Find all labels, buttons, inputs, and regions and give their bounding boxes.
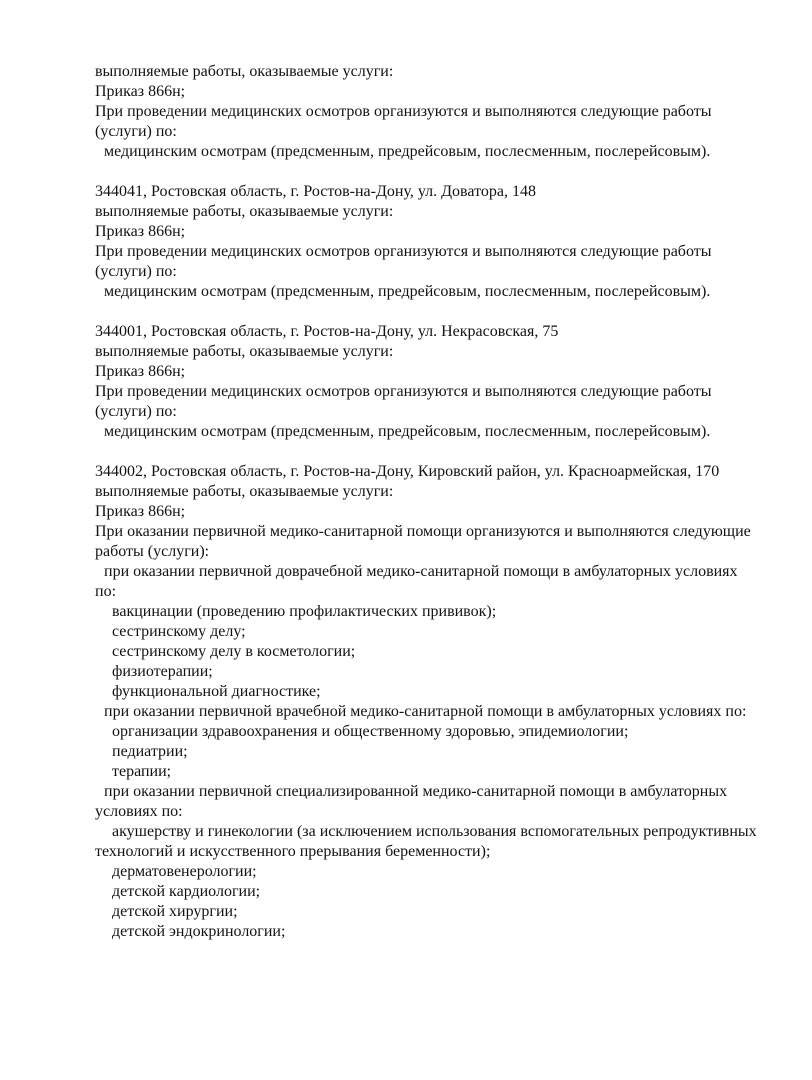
text-line: условиях по:: [95, 803, 183, 820]
text-line: При проведении медицинских осмотров организуются и выполняются следующие работы: [95, 383, 712, 400]
text-line: медицинским осмотрам (предсменным, предрейсовым, послесменным, послерейсовым).: [104, 143, 711, 160]
text-line: педиатрии;: [112, 743, 188, 760]
text-line: сестринскому делу;: [112, 623, 246, 640]
license-block: [95, 182, 767, 302]
text-line: При оказании первичной медико-санитарной помощи организуются и выполняются следующие: [95, 523, 751, 540]
text-line: (услуги) по:: [95, 403, 177, 420]
text-line: выполняемые работы, оказываемые услуги:: [95, 483, 394, 500]
text-line: детской эндокринологии;: [112, 923, 286, 940]
license-block: [95, 62, 767, 162]
text-line: Приказ 866н;: [95, 223, 186, 240]
text-line: Приказ 866н;: [95, 503, 186, 520]
text-line: Приказ 866н;: [95, 83, 186, 100]
license-block: [95, 462, 767, 942]
text-line: выполняемые работы, оказываемые услуги:: [95, 203, 394, 220]
text-line: (услуги) по:: [95, 123, 177, 140]
text-line: При проведении медицинских осмотров организуются и выполняются следующие работы: [95, 243, 712, 260]
text-line: организации здравоохранения и общественному здоровью, эпидемиологии;: [112, 723, 629, 740]
address-line: 344041, Ростовская область, г. Ростов-на-Дону, ул. Доватора, 148: [95, 183, 536, 200]
text-line: физиотерапии;: [112, 663, 213, 680]
text-line: (услуги) по:: [95, 263, 177, 280]
text-line: выполняемые работы, оказываемые услуги:: [95, 63, 394, 80]
text-line: Приказ 866н;: [95, 363, 186, 380]
text-line: вакцинации (проведению профилактических прививок);: [112, 603, 497, 620]
text-line: При проведении медицинских осмотров организуются и выполняются следующие работы: [95, 103, 712, 120]
address-line: 344002, Ростовская область, г. Ростов-на-Дону, Кировский район, ул. Красноармейская, 170: [95, 463, 720, 480]
text-line: медицинским осмотрам (предсменным, предрейсовым, послесменным, послерейсовым).: [104, 423, 711, 440]
text-line: детской хирургии;: [112, 903, 238, 920]
text-line: медицинским осмотрам (предсменным, предрейсовым, послесменным, послерейсовым).: [104, 283, 711, 300]
text-line: акушерству и гинекологии (за исключением использования вспомогательных репродуктивных: [112, 823, 757, 840]
text-line: функциональной диагностике;: [112, 683, 321, 700]
text-line: при оказании первичной специализированной медико-санитарной помощи в амбулаторных: [104, 783, 728, 800]
text-line: детской кардиологии;: [112, 883, 261, 900]
text-line: выполняемые работы, оказываемые услуги:: [95, 343, 394, 360]
text-line: работы (услуги):: [95, 543, 210, 560]
text-line: терапии;: [112, 763, 172, 780]
text-line: при оказании первичной врачебной медико-санитарной помощи в амбулаторных условиях по:: [104, 703, 747, 720]
text-line: по:: [95, 583, 117, 600]
text-line: при оказании первичной доврачебной медико-санитарной помощи в амбулаторных условиях: [104, 563, 738, 580]
text-line: технологий и искусственного прерывания беременности);: [95, 843, 491, 860]
text-line: дерматовенерологии;: [112, 863, 257, 880]
license-block: [95, 322, 767, 442]
address-line: 344001, Ростовская область, г. Ростов-на-Дону, ул. Некрасовская, 75: [95, 323, 559, 340]
text-line: сестринскому делу в косметологии;: [112, 643, 356, 660]
